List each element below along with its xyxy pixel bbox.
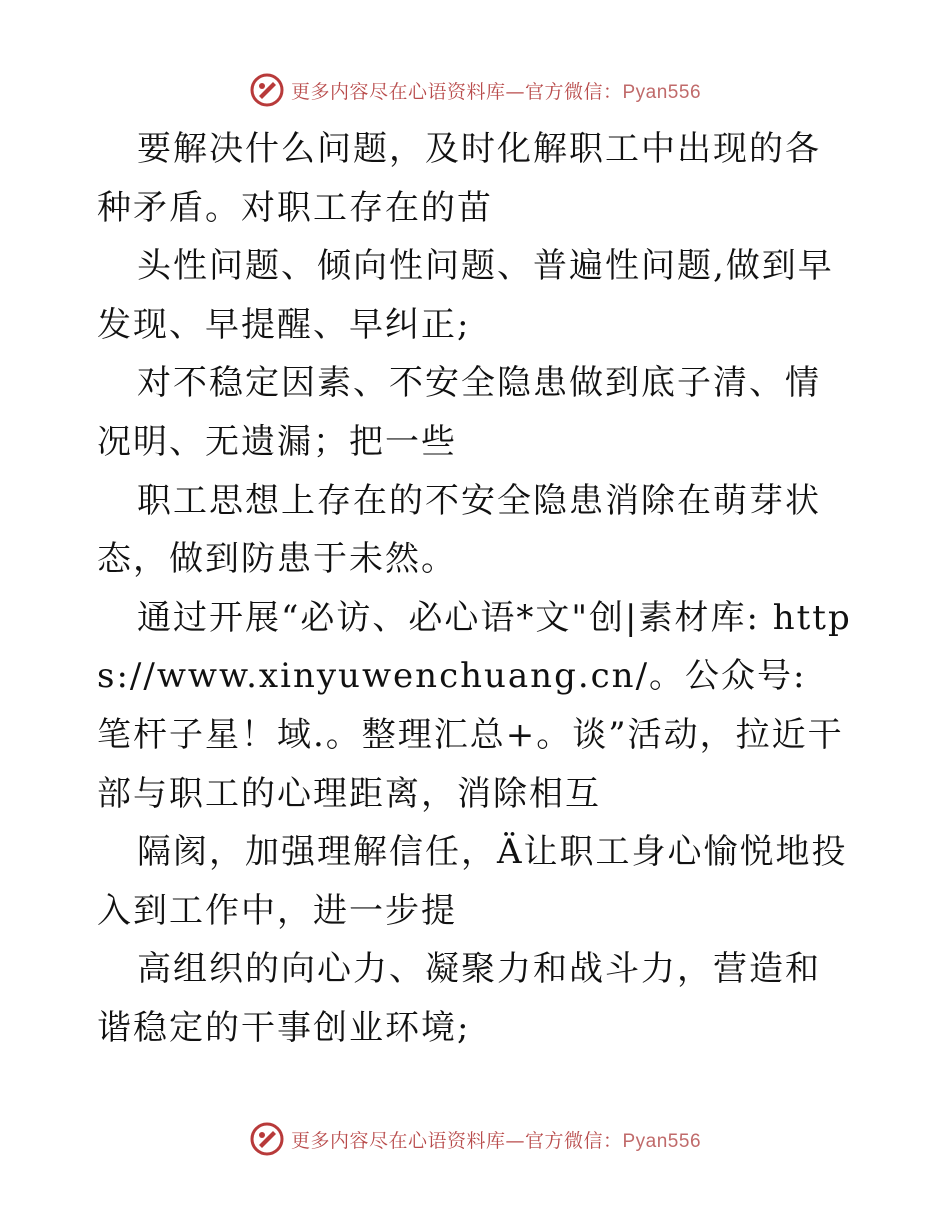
document-body [97,120,853,1058]
paragraph-3: 对不稳定因素、不安全隐患做到底子清、情况明、无遗漏；把一些 [97,363,821,462]
paragraph-6: 隔阂，加强理解信任，Ä让职工身心愉悦地投入到工作中，进一步提 [97,832,848,931]
header-wechat-id: Pyan556 [622,81,702,103]
brand-logo-icon [249,1121,285,1157]
paragraph-2: 头性问题、倾向性问题、普遍性问题,做到早发现、早提醒、早纠正; [97,246,834,345]
footer-banner [0,1119,950,1159]
paragraph-1: 要解决什么问题，及时化解职工中出现的各种矛盾。对职工存在的苗 [97,129,821,228]
header-banner [0,70,950,110]
paragraph-4: 职工思想上存在的不安全隐患消除在萌芽状态，做到防患于未然。 [97,480,821,580]
header-banner-text: 更多内容尽在心语资料库—官方微信：Pyan556 [290,80,702,103]
brand-logo-icon [249,72,285,108]
footer-banner-text: 更多内容尽在心语资料库—官方微信：Pyan556 [290,1129,702,1152]
paragraph-7: 高组织的向心力、凝聚力和战斗力，营造和谐稳定的干事创业环境; [97,949,821,1048]
footer-wechat-id: Pyan556 [622,1130,702,1152]
paragraph-5: 通过开展“必访、必心语*文"创|素材库: https://www.xinyuwenchuang.cn/。公众号: 笔杆子星！域.。整理汇总+。谈”活动，拉近干部与职工的心理距离，消除相互 [97,597,852,814]
